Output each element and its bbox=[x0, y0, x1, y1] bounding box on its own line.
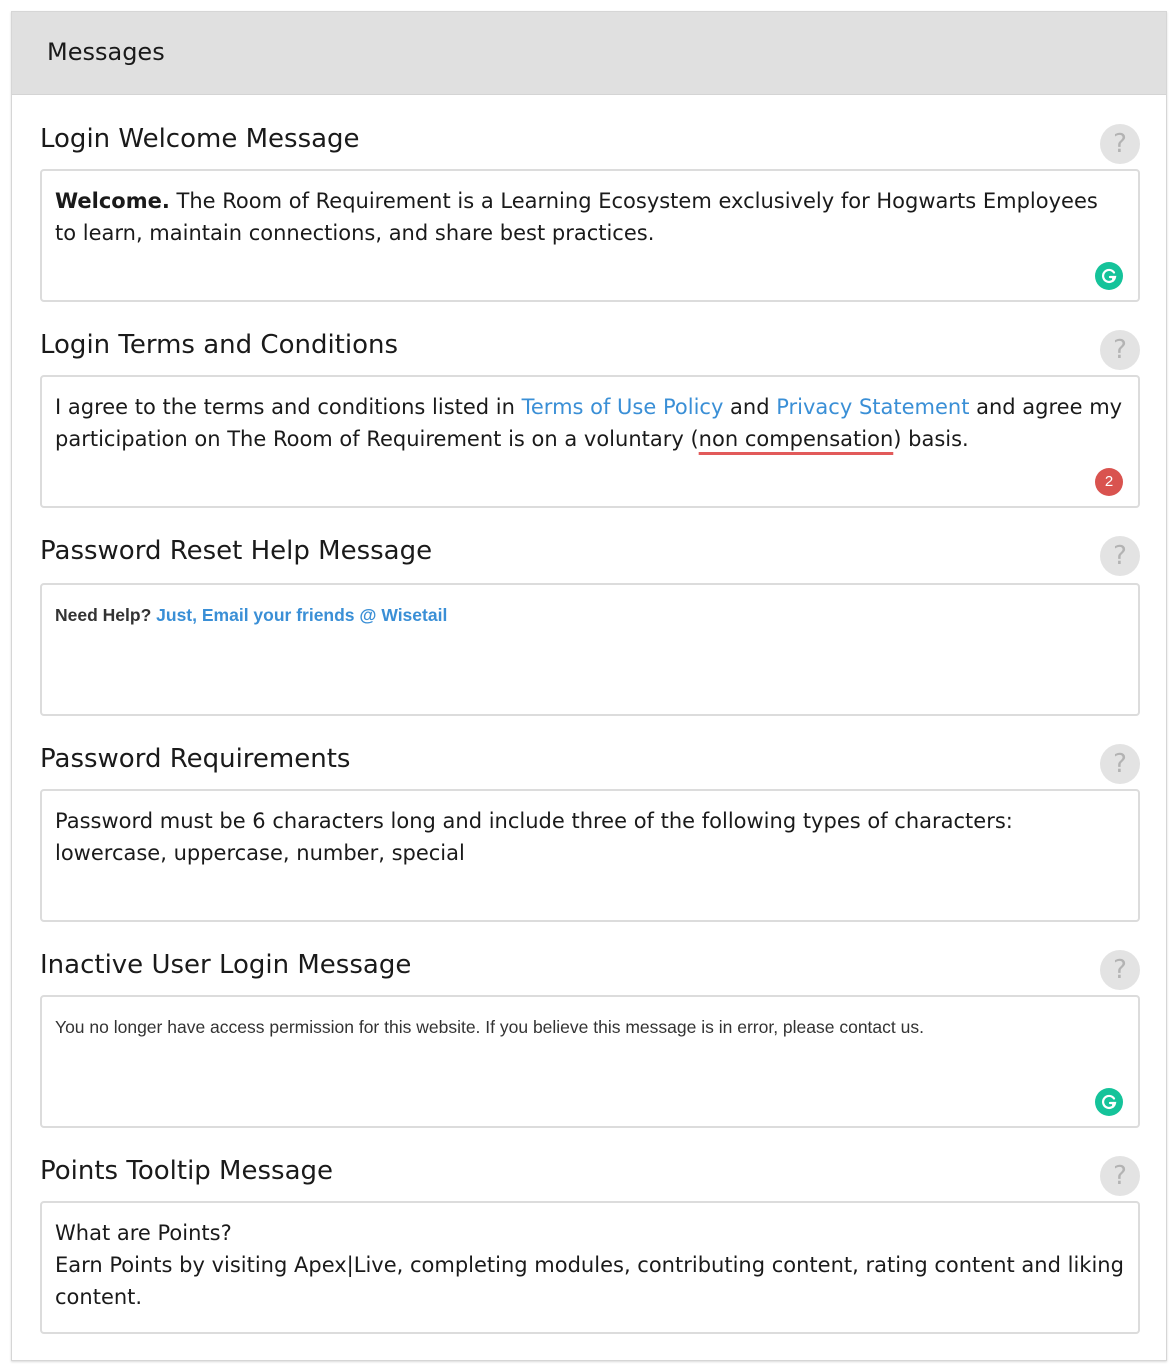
section-label: Login Welcome Message bbox=[40, 124, 360, 154]
grammarly-alert-badge[interactable]: 2 bbox=[1095, 468, 1123, 496]
welcome-strong-text: Welcome. bbox=[55, 189, 170, 213]
section-password-requirements bbox=[40, 744, 1140, 924]
help-icon[interactable]: ? bbox=[1100, 330, 1140, 370]
points-tooltip-field[interactable] bbox=[40, 1201, 1140, 1334]
help-icon[interactable]: ? bbox=[1100, 536, 1140, 576]
email-friends-link[interactable]: Just, Email your friends @ Wisetail bbox=[156, 605, 448, 625]
section-label: Password Requirements bbox=[40, 744, 351, 774]
grammarly-icon[interactable] bbox=[1095, 262, 1123, 290]
login-terms-field[interactable] bbox=[40, 375, 1140, 508]
grammarly-icon[interactable] bbox=[1095, 1088, 1123, 1116]
password-requirements-text: Password must be 6 characters long and include three of the following types of characters: lowercase, uppercase, number, special bbox=[55, 809, 1013, 865]
terms-text: ) basis. bbox=[893, 427, 969, 451]
terms-of-use-link[interactable]: Terms of Use Policy bbox=[521, 395, 724, 419]
password-reset-help-field[interactable] bbox=[40, 583, 1140, 716]
terms-text: and agree my participation on The Room of Requirement is on a voluntary ( bbox=[55, 395, 1123, 451]
login-welcome-message-field[interactable] bbox=[40, 169, 1140, 302]
section-label: Password Reset Help Message bbox=[40, 536, 433, 566]
help-icon[interactable]: ? bbox=[1100, 124, 1140, 164]
help-icon[interactable]: ? bbox=[1100, 1156, 1140, 1196]
need-help-text: Need Help? bbox=[55, 605, 152, 625]
inactive-user-message-field[interactable] bbox=[40, 995, 1140, 1128]
inactive-user-text: You no longer have access permission for this website. If you believe this message is in error, please contact us. bbox=[55, 1017, 924, 1037]
section-label: Login Terms and Conditions bbox=[40, 330, 399, 360]
welcome-body-text: The Room of Requirement is a Learning Ecosystem exclusively for Hogwarts Employees to learn, maintain connections, and share best practices. bbox=[55, 189, 1098, 245]
privacy-statement-link[interactable]: Privacy Statement bbox=[776, 395, 970, 419]
section-points-tooltip bbox=[40, 1156, 1140, 1336]
terms-text: and bbox=[723, 395, 777, 419]
password-requirements-field[interactable] bbox=[40, 789, 1140, 922]
section-login-terms bbox=[40, 330, 1140, 510]
section-label: Inactive User Login Message bbox=[40, 950, 412, 980]
help-icon[interactable]: ? bbox=[1100, 950, 1140, 990]
section-login-welcome bbox=[40, 124, 1140, 304]
spelling-flagged-text[interactable]: non compensation bbox=[698, 427, 894, 451]
points-tooltip-heading: What are Points? bbox=[55, 1221, 232, 1245]
messages-panel bbox=[11, 11, 1167, 1361]
section-label: Points Tooltip Message bbox=[40, 1156, 334, 1186]
section-inactive-user bbox=[40, 950, 1140, 1130]
panel-title: Messages bbox=[47, 38, 165, 66]
points-tooltip-body: Earn Points by visiting Apex|Live, completing modules, contributing content, rating content and liking content. bbox=[55, 1253, 1124, 1309]
terms-text: I agree to the terms and conditions listed in bbox=[55, 395, 522, 419]
help-icon[interactable]: ? bbox=[1100, 744, 1140, 784]
section-password-reset bbox=[40, 536, 1140, 716]
panel-header bbox=[12, 12, 1166, 95]
